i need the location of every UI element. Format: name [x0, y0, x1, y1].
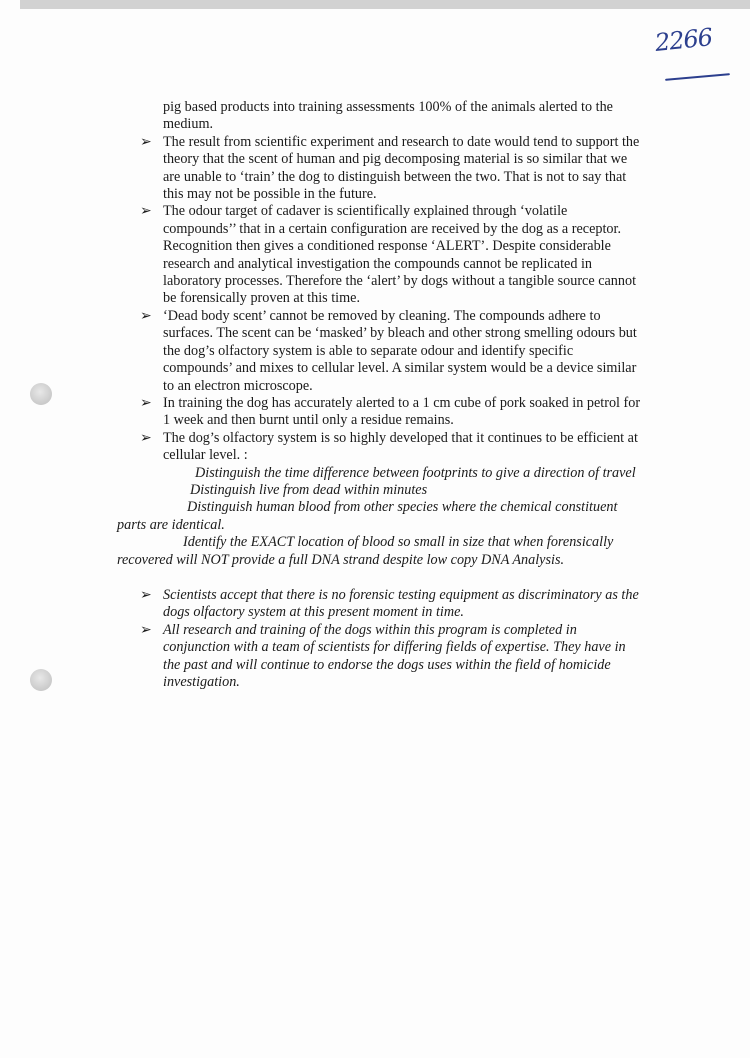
italic-item [0, 534, 642, 569]
bullet-item [0, 308, 643, 395]
bullet-item [0, 430, 643, 465]
arrow-bullet-icon: ➢ [140, 586, 152, 603]
italic-text: Identify the EXACT location of blood so small in size that when [183, 534, 544, 551]
continuation-paragraph [0, 99, 643, 134]
arrow-bullet-icon: ➢ [140, 133, 152, 150]
handwritten-page-number: 2266 [653, 23, 714, 57]
bullet-text: The odour target of cadaver is scientifically explained through ‘volatile compounds’’ that in a certain configuration are received by the dog as a receptor. Recognition then gives a conditioned response ‘ALERT’. Despite considerable research and analytical investigation the compounds cannot be replicated in laboratory processes. Therefore the ‘alert’ by dogs without a tangible source cannot be forensically proven at this time. [163, 203, 637, 307]
italic-item [0, 482, 750, 499]
italic-item [0, 465, 637, 482]
italic-text: forensically recovered will NOT provide a full DNA strand despite low copy DNA Analysis. [117, 534, 614, 568]
bullet-text: In training the dog has accurately alerted to a 1 cm cube of pork soaked in petrol for 1 week and then burnt until only a residue remains. [163, 394, 641, 429]
bullet-item [0, 622, 643, 692]
bullet-text: The result from scientific experiment and research to date would tend to support the theory that the scent of human and pig decomposing material is so similar that we are unable to ‘train’ the dog to distinguish between the two. That is not to say that this may not be possible in the future. [163, 133, 640, 203]
bullet-item [0, 587, 643, 622]
bullet-item [0, 134, 643, 204]
bullet-text: The dog’s olfactory system is so highly developed that it continues to be efficient at cellular level. : [163, 429, 638, 464]
arrow-bullet-icon: ➢ [140, 621, 152, 638]
italic-text: Distinguish the time difference between footprints to give a direction of [195, 464, 600, 481]
document-body [0, 99, 750, 691]
bullet-item [0, 395, 643, 430]
italic-text: Distinguish human blood from other species where the chemical [187, 499, 552, 516]
paragraph-text: pig based products into training assessments 100% of the animals alerted to the medium. [163, 99, 613, 133]
handwritten-underline [665, 73, 730, 81]
bullet-text: All research and training of the dogs within this program is completed in conjunction with a team of scientists for differing fields of expertise. They have in the past and will continue to endorse the dogs uses within the field of homicide investigation. [163, 621, 626, 690]
italic-text: travel [602, 464, 636, 481]
bullet-text: Scientists accept that there is no forensic testing equipment as discriminatory as the dogs olfactory system at this present moment in time. [163, 586, 639, 621]
italic-item [0, 499, 637, 534]
arrow-bullet-icon: ➢ [140, 429, 152, 446]
bullet-text: ‘Dead body scent’ cannot be removed by cleaning. The compounds adhere to surfaces. The scent can be ‘masked’ by bleach and other strong smelling odours but the dog’s olfactory system is able to separate odour and identify specific compounds’ and mixes to cellular level. A similar system would be a device similar to an electron microscope. [163, 307, 637, 394]
arrow-bullet-icon: ➢ [140, 203, 152, 220]
bullet-item [0, 203, 643, 307]
arrow-bullet-icon: ➢ [140, 394, 152, 411]
italic-text: constituent parts are identical. [117, 499, 618, 533]
scan-top-edge [20, 0, 750, 9]
italic-text: Distinguish live from dead within minutes [190, 481, 428, 498]
arrow-bullet-icon: ➢ [140, 307, 152, 324]
